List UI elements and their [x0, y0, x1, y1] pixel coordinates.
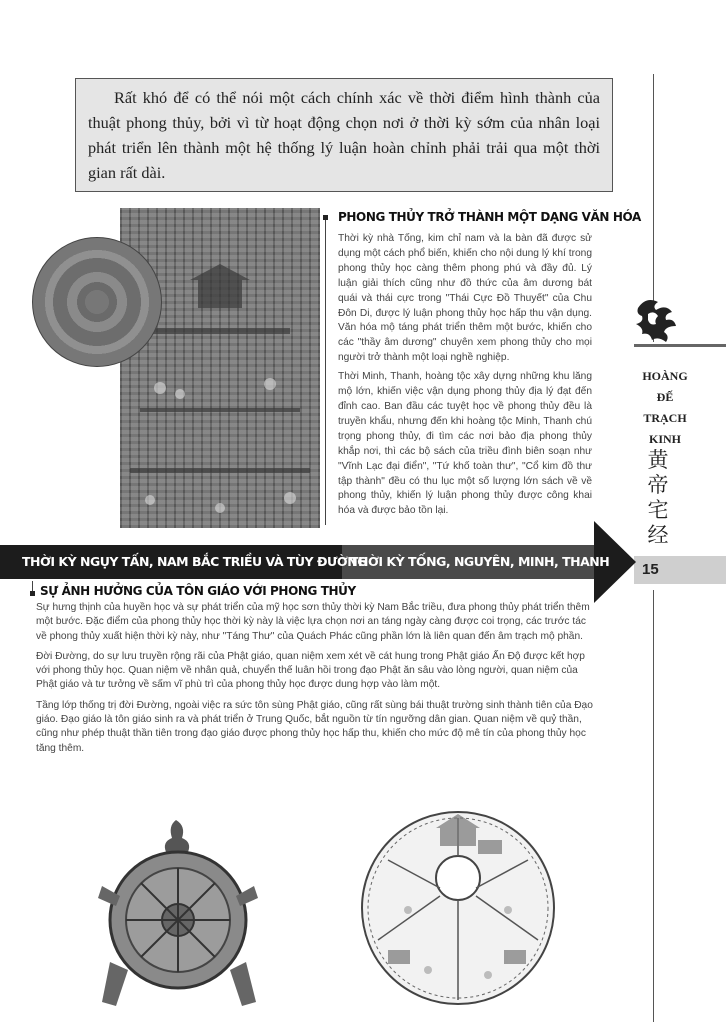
sidebar-divider-bottom — [653, 590, 654, 1022]
bullet-square — [323, 215, 328, 220]
sidebar-title-line: TRẠCH — [643, 411, 687, 425]
cjk-char: 经 — [647, 523, 669, 547]
cjk-char: 帝 — [647, 473, 669, 497]
paragraph: Tầng lớp thống trị đời Đường, ngoài việc ra sức tôn sùng Phật giáo, cũng rất sùng bái thuật trường sinh thành tiên của Đạo giáo. Đạo giáo là tôn giáo sinh ra và phát triển ở Trung Quốc, bắt nguồn từ tín ngưỡng dân gian. Quan niệm về quỷ thần, cũng như phép thuật thần tiên trong đạo giáo được phong thủy học hấp thu, khiến cho mức độ mê tín của phong thủy học tăng thêm. — [36, 699, 593, 754]
page-number: 15 — [642, 561, 659, 578]
sidebar-title-line: ĐẾ — [656, 390, 674, 404]
section-heading-culture: PHONG THỦY TRỞ THÀNH MỘT DẠNG VĂN HÓA — [338, 210, 641, 224]
paragraph: Sự hưng thịnh của huyền học và sự phát triển của mỹ học sơn thủy thời kỳ Nam Bắc triều, đưa phong thủy phát triển thêm một bước. Đặc điểm của phong thủy học thời kỳ này là việc lựa chọn nơi an táng ngày càng được coi trọng, các trước tác về phong thủy xuất hiện thời kỳ này, như "Táng Thư" của Quách Phác cũng phần lớn là liên quan đến âm trạch mộ phần. — [36, 602, 590, 642]
cjk-char: 宅 — [647, 498, 669, 522]
section-heading-religion: SỰ ẢNH HƯỞNG CỦA TÔN GIÁO VỚI PHONG THỦY — [40, 584, 356, 598]
paragraph: Thời kỳ nhà Tống, kim chỉ nam và la bàn đã được sử dụng một cách phổ biến, khiến cho nội dung lý khí trong phong thủy học càng thêm phong phú và đầy đủ. Lý luận giải thích cũng như đồ thức của âm dương bát quái và thái cực trong "Thái Cực Đồ Thuyết" của Chu Đôn Di, được lý luận phong thủy học hấp thu vận dụng. Văn hóa mộ táng phát triển thêm một bước, khiến cho các "thầy âm dương" chuyên xem phong thủy cho mọi người trở thành một loại nghề nghiệp. — [338, 233, 592, 364]
paragraph: Thời Minh, Thanh, hoàng tộc xây dựng những khu lăng mộ lớn, khiến việc vận dụng phong thủy địa lý đạt đến đỉnh cao. Ban đầu các tuyệt học về phong thủy đều là truyền khẩu, nhưng đến khi hoàng tộc Minh, Thanh chú trọng phong thủy, đi tìm các nơi bảo địa phong thủy khắp nơi, thì các bộ sách của triều đình biên soạn như "Vĩnh Lạc đại điển", "Tứ khố toàn thư", "Cổ kim đồ thư tập thành" đều có thu lục một số lượng lớn sách về về phong thủy, khiến lý luận phong thủy được công khai hóa và được bảo tồn lại. — [338, 371, 592, 517]
religion-text — [36, 601, 594, 762]
dragon-emblem-icon — [600, 290, 726, 360]
bullet-square — [30, 591, 35, 596]
intro-box: Rất khó để có thể nói một cách chính xác về thời điểm hình thành của thuật phong thủy, bởi vì từ hoạt động chọn nơi ở thời kỳ sớm của nhân loại phát triển lên thành một hệ thống lý luận hoàn chỉnh phải trải qua một thời gian rất dài. — [75, 78, 613, 192]
compass-disc-image — [32, 237, 162, 367]
culture-text — [338, 232, 592, 523]
paragraph: Đời Đường, do sự lưu truyền rộng rãi của Phật giáo, quan niệm xem xét về cát hung trong Phật giáo Ấn Độ được kết hợp với phong thủy học. Quan niệm về nhân quả, chuyển thế luân hồi trong đạo Phật ăn sâu vào lòng người, quan niệm của Phật giáo và tư tưởng về sấm vĩ phù trì của phong thủy học được dung hợp vào làm một. — [36, 650, 585, 691]
column-divider — [325, 217, 326, 525]
buddhist-wheel-image — [96, 812, 261, 1012]
sidebar-title-line: KINH — [648, 432, 681, 446]
cjk-char: 黄 — [647, 448, 669, 472]
sidebar-title-line: HOÀNG — [642, 369, 688, 383]
timeline-label-left: THỜI KỲ NGỤY TẤN, NAM BẮC TRIỀU VÀ TÙY ĐƯỜNG — [22, 554, 368, 569]
sidebar-cjk-title — [640, 448, 676, 548]
timeline-label-right: THỜI KỲ TỐNG, NGUYÊN, MINH, THANH — [350, 554, 610, 569]
fengshui-circle-image — [328, 800, 590, 1012]
sidebar-book-title — [630, 366, 700, 450]
